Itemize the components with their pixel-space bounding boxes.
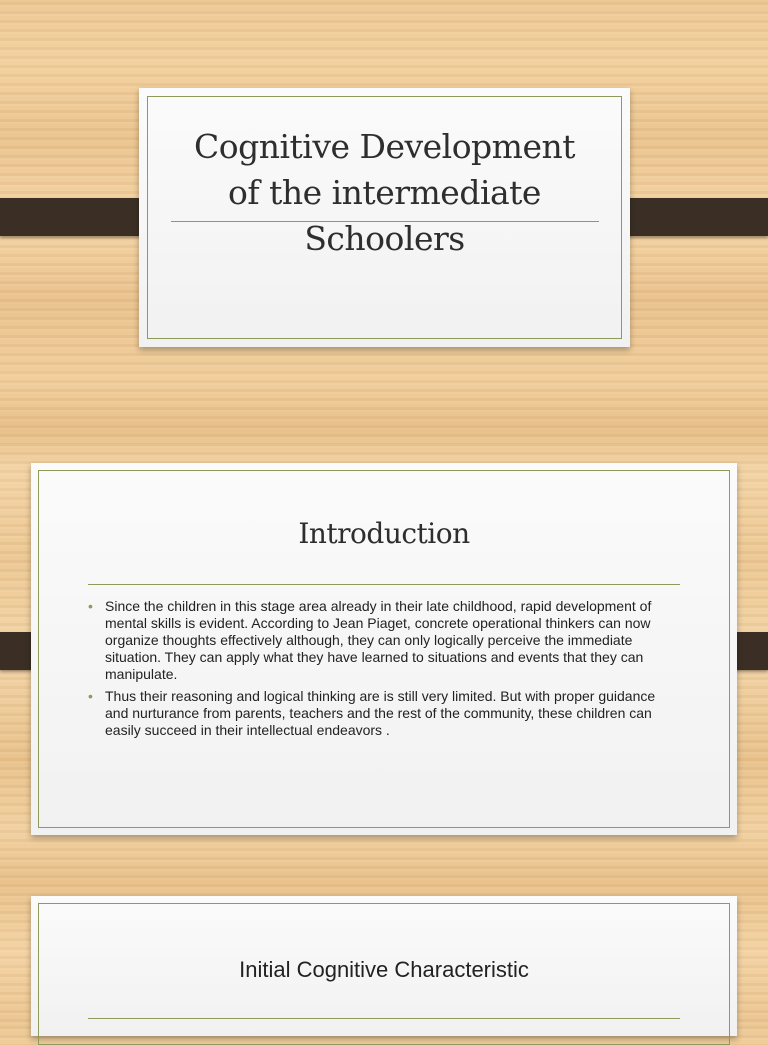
slide-1-right-strap [612,198,768,236]
bullet-icon: • [88,598,93,614]
slide-1-title [149,124,620,262]
slide-1-card [139,88,630,347]
slide-3-title: Initial Cognitive Characteristic [239,957,529,982]
slide-2-bullet-1 [87,598,677,683]
slide-1-title-line-1: Cognitive Development [193,127,576,166]
slide-2-bullet-2-text: Thus their reasoning and logical thinking are is still very limited. But with proper guidance and nurturance from parents, teachers and the rest of the community, these children can easily succeed in their intellectual endeavors . [105,688,656,738]
slide-1-title-line-2: of the intermediate [228,173,541,212]
bullet-icon: • [88,688,93,704]
slide-3-card [31,896,737,1036]
slide-2-bullet-list [87,598,677,744]
slide-3-title-rule [88,1018,680,1019]
slide-2-title-rule [88,584,680,585]
slide-2-title: Introduction [298,517,470,550]
slide-2-bullet-2 [87,688,677,739]
slide-2-card [31,463,737,835]
slide-1-left-strap [0,198,156,236]
slide-1-title-line-3: Schoolers [304,219,465,258]
slide-2-bullet-1-text: Since the children in this stage area already in their late childhood, rapid development of mental skills is evident. According to Jean Piaget, concrete operational thinkers can now organize thoughts effectively although, they can only logically perceive the immediate situation. They can apply what they have learned to situations and events that they can manipulate. [105,598,652,682]
